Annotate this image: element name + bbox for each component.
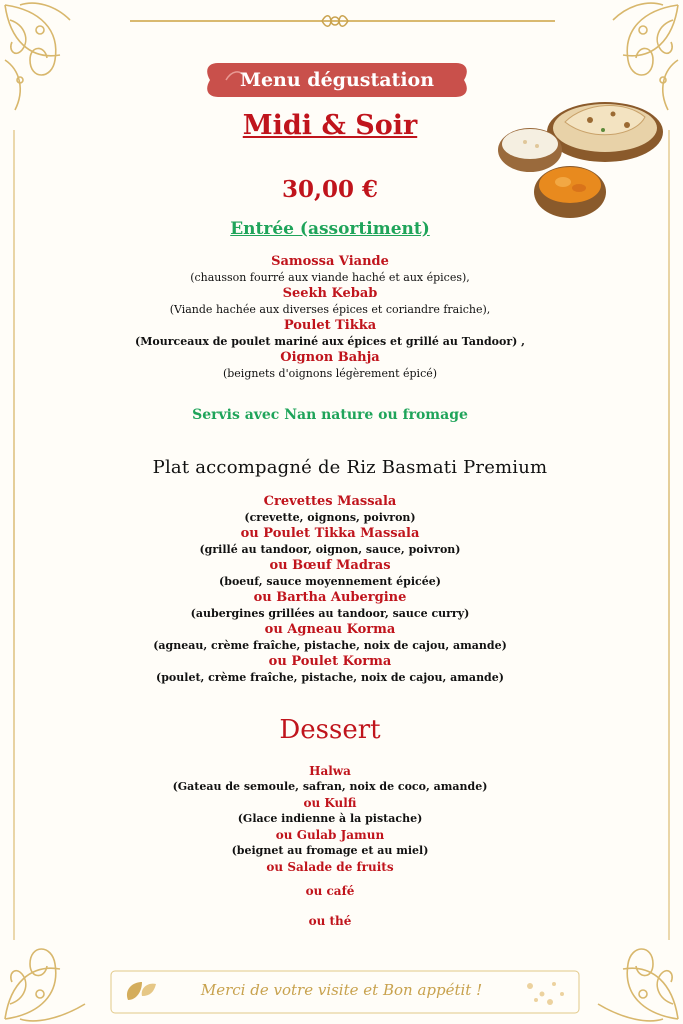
plat-item-desc: (crevette, oignons, poivron) xyxy=(244,511,416,524)
menu-price: 30,00 € xyxy=(281,176,379,203)
plat-item-name: ou Poulet Korma xyxy=(268,654,392,669)
entree-item-name: Oignon Bahja xyxy=(280,350,380,365)
entree-item-name: Poulet Tikka xyxy=(283,318,377,333)
dessert-item-desc: (Glace indienne à la pistache) xyxy=(237,812,423,825)
plat-item-name: ou Bœuf Madras xyxy=(269,558,391,573)
entree-item-desc: (Viande hachée aux diverses épices et coriandre fraiche), xyxy=(169,303,491,316)
plat-item-name: ou Agneau Korma xyxy=(264,622,396,637)
cafe-option: ou café xyxy=(305,884,355,898)
dessert-list xyxy=(0,763,660,875)
plat-item-desc: (grillé au tandoor, oignon, sauce, poivron) xyxy=(199,543,461,556)
plat-list xyxy=(0,494,660,686)
plat-item-name: Crevettes Massala xyxy=(263,494,397,509)
entree-heading: Entrée (assortiment) xyxy=(230,219,430,239)
plat-heading: Plat accompagné de Riz Basmati Premium xyxy=(152,457,548,478)
entree-item-name: Samossa Viande xyxy=(271,254,389,269)
page-title: Midi & Soir xyxy=(242,110,418,141)
side-border-right xyxy=(668,130,670,940)
dessert-item-name: ou Gulab Jamun xyxy=(275,828,385,842)
entree-item-desc: (beignets d'oignons légèrement épicé) xyxy=(222,367,438,380)
entree-item-name: Seekh Kebab xyxy=(282,286,378,301)
plat-item-desc: (poulet, crème fraîche, pistache, noix de cajou, amande) xyxy=(156,671,504,684)
top-knot-ornament-icon xyxy=(320,12,350,30)
entree-item-desc: (chausson fourré aux viande haché et aux épices), xyxy=(190,271,470,284)
plat-item-name: ou Bartha Aubergine xyxy=(253,590,407,605)
plat-item-desc: (boeuf, sauce moyennement épicée) xyxy=(219,575,441,588)
served-with-note: Servis avec Nan nature ou fromage xyxy=(192,407,468,423)
dessert-item-name: ou Kulfi xyxy=(303,796,357,810)
plat-item-name: ou Poulet Tikka Massala xyxy=(240,526,420,541)
dessert-item-name: Halwa xyxy=(309,764,351,778)
entree-list xyxy=(0,254,660,382)
entree-item-desc: (Mourceaux de poulet mariné aux épices et grillé au Tandoor) , xyxy=(134,335,526,348)
dessert-item-desc: (Gateau de semoule, safran, noix de coco, amande) xyxy=(172,780,488,793)
dessert-item-name: ou Salade de fruits xyxy=(266,860,394,874)
the-option: ou thé xyxy=(308,914,352,928)
menu-banner xyxy=(204,60,470,100)
dessert-item-desc: (beignet au fromage et au miel) xyxy=(231,844,429,857)
footer-thanks: Merci de votre visite et Bon appétit ! xyxy=(200,981,483,999)
banner-label: Menu dégustation xyxy=(239,69,435,91)
plat-item-desc: (agneau, crème fraîche, pistache, noix de cajou, amande) xyxy=(153,639,507,652)
dessert-heading: Dessert xyxy=(279,715,381,745)
plat-item-desc: (aubergines grillées au tandoor, sauce curry) xyxy=(190,607,470,620)
